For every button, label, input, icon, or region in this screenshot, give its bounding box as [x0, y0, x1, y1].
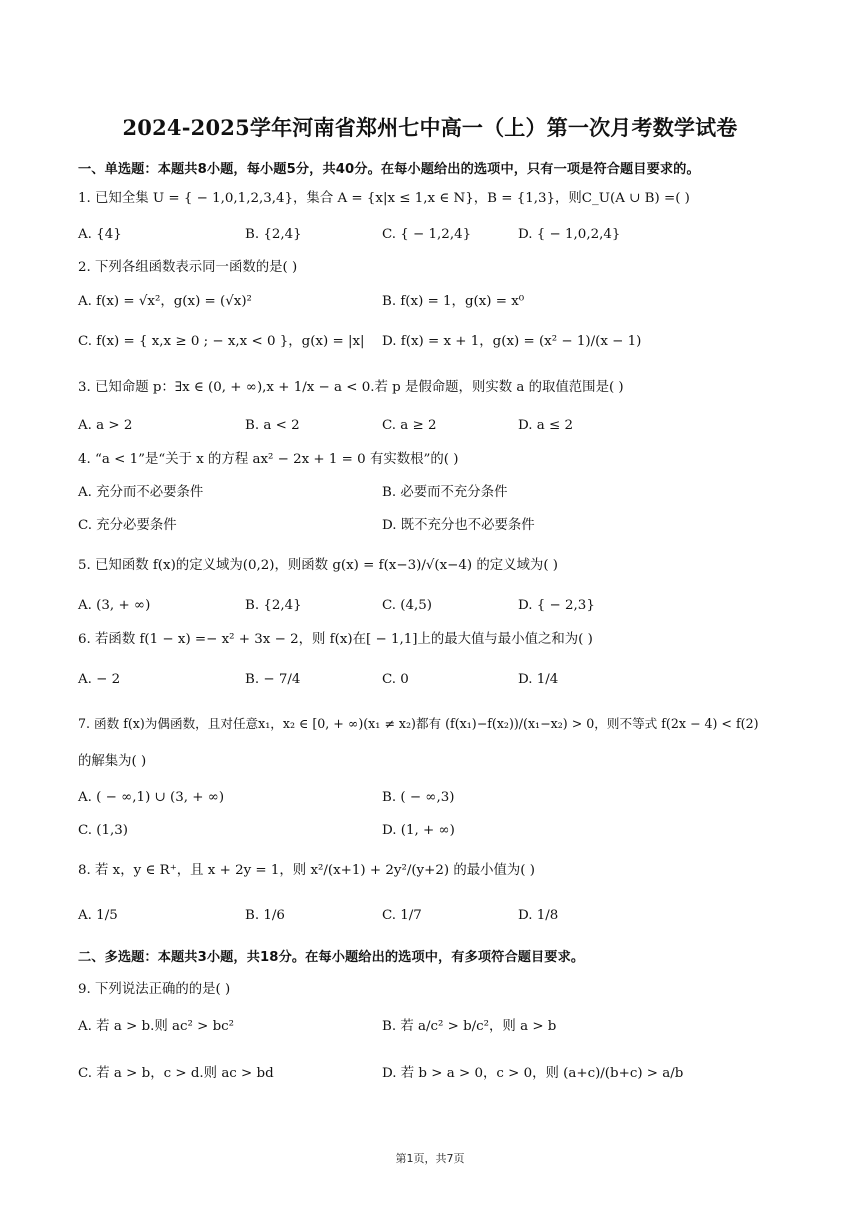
- question-9-stem: 9. 下列说法正确的的是( ): [78, 982, 231, 997]
- option-b[interactable]: B. 必要而不充分条件: [382, 485, 508, 500]
- option-d[interactable]: D. 既不充分也不必要条件: [382, 518, 535, 533]
- option-a[interactable]: A. {4}: [78, 227, 122, 242]
- question-2-options-row1: [0, 292, 860, 316]
- option-b[interactable]: B. {2,4}: [245, 227, 302, 242]
- question-7-stem: 7. 函数 f(x)为偶函数，且对任意x₁，x₂ ∈ [0, + ∞)(x₁ ≠ x₂)都有 (f(x₁)−f(x₂))/(x₁−x₂) > 0，则不等式 f(2x − 4) < f(2): [78, 716, 759, 731]
- section-single-choice-header: 一、单选题：本题共8小题，每小题5分，共40分。在每小题给出的选项中，只有一项是符合题目要求的。: [78, 162, 700, 177]
- option-b[interactable]: B. {2,4}: [245, 598, 302, 613]
- question-3-stem: 3. 已知命题 p：∃x ∈ (0, + ∞),x + 1/x − a < 0.若 p 是假命题，则实数 a 的取值范围是( ): [78, 380, 624, 395]
- option-b[interactable]: B. 1/6: [245, 908, 285, 923]
- option-c[interactable]: C. 充分必要条件: [78, 518, 177, 533]
- option-d[interactable]: D. (1, + ∞): [382, 823, 455, 838]
- option-b[interactable]: B. a < 2: [245, 418, 300, 433]
- question-7-options-row1: [0, 788, 860, 812]
- question-7-stem-continued: 的解集为( ): [78, 754, 147, 769]
- option-a[interactable]: A. ( − ∞,1) ∪ (3, + ∞): [78, 790, 225, 805]
- question-6-stem: 6. 若函数 f(1 − x) =− x² + 3x − 2，则 f(x)在[ − 1,1]上的最大值与最小值之和为( ): [78, 632, 593, 647]
- option-d[interactable]: D. 1/8: [518, 908, 559, 923]
- question-9-options-row1: [0, 1017, 860, 1041]
- question-2-options-row2: [0, 332, 860, 356]
- option-c[interactable]: C. (1,3): [78, 823, 129, 838]
- question-9-options-row2: [0, 1064, 860, 1088]
- question-4-options-row2: [0, 516, 860, 540]
- option-c[interactable]: C. 1/7: [382, 908, 422, 923]
- option-a[interactable]: A. − 2: [78, 672, 121, 687]
- question-1-stem: 1. 已知全集 U = { − 1,0,1,2,3,4}，集合 A = {x|x ≤ 1,x ∈ N}，B = {1,3}，则C_U(A ∪ B) =( ): [78, 191, 690, 206]
- question-5-stem: 5. 已知函数 f(x)的定义域为(0,2)，则函数 g(x) = f(x−3)/√(x−4) 的定义域为( ): [78, 558, 559, 573]
- option-a[interactable]: A. 若 a > b.则 ac² > bc²: [78, 1019, 235, 1034]
- question-8-options: [0, 906, 860, 930]
- option-d[interactable]: D. 若 b > a > 0，c > 0，则 (a+c)/(b+c) > a/b: [382, 1066, 684, 1081]
- section-multiple-choice-header: 二、多选题：本题共3小题，共18分。在每小题给出的选项中，有多项符合题目要求。: [78, 950, 585, 965]
- option-a[interactable]: A. f(x) = √x²，g(x) = (√x)²: [78, 294, 252, 309]
- option-a[interactable]: A. 1/5: [78, 908, 118, 923]
- option-c[interactable]: C. { − 1,2,4}: [382, 227, 472, 242]
- question-2-stem: 2. 下列各组函数表示同一函数的是( ): [78, 260, 298, 275]
- option-b[interactable]: B. ( − ∞,3): [382, 790, 455, 805]
- question-6-options: [0, 670, 860, 694]
- option-c[interactable]: C. (4,5): [382, 598, 433, 613]
- question-4-stem: 4. “a < 1”是“关于 x 的方程 ax² − 2x + 1 = 0 有实数根”的( ): [78, 452, 459, 467]
- option-a[interactable]: A. (3, + ∞): [78, 598, 151, 613]
- option-c[interactable]: C. f(x) = { x,x ≥ 0 ; − x,x < 0 }，g(x) = |x|: [78, 334, 365, 349]
- option-b[interactable]: B. − 7/4: [245, 672, 301, 687]
- option-c[interactable]: C. 0: [382, 672, 409, 687]
- option-d[interactable]: D. { − 2,3}: [518, 598, 595, 613]
- option-b[interactable]: B. f(x) = 1，g(x) = x⁰: [382, 294, 525, 309]
- option-d[interactable]: D. 1/4: [518, 672, 559, 687]
- option-a[interactable]: A. 充分而不必要条件: [78, 485, 204, 500]
- option-c[interactable]: C. 若 a > b，c > d.则 ac > bd: [78, 1066, 274, 1081]
- question-5-options: [0, 596, 860, 620]
- question-1-options: [0, 225, 860, 249]
- exam-title: 2024-2025学年河南省郑州七中高一（上）第一次月考数学试卷: [122, 115, 738, 140]
- option-b[interactable]: B. 若 a/c² > b/c²，则 a > b: [382, 1019, 557, 1034]
- question-7-options-row2: [0, 821, 860, 845]
- question-3-options: [0, 416, 860, 440]
- option-a[interactable]: A. a > 2: [78, 418, 133, 433]
- question-4-options-row1: [0, 483, 860, 507]
- option-c[interactable]: C. a ≥ 2: [382, 418, 437, 433]
- option-d[interactable]: D. f(x) = x + 1，g(x) = (x² − 1)/(x − 1): [382, 334, 642, 349]
- option-d[interactable]: D. { − 1,0,2,4}: [518, 227, 621, 242]
- question-8-stem: 8. 若 x，y ∈ R⁺，且 x + 2y = 1，则 x²/(x+1) + 2y²/(y+2) 的最小值为( ): [78, 863, 535, 878]
- option-d[interactable]: D. a ≤ 2: [518, 418, 574, 433]
- page-footer: 第1页，共7页: [395, 1152, 465, 1165]
